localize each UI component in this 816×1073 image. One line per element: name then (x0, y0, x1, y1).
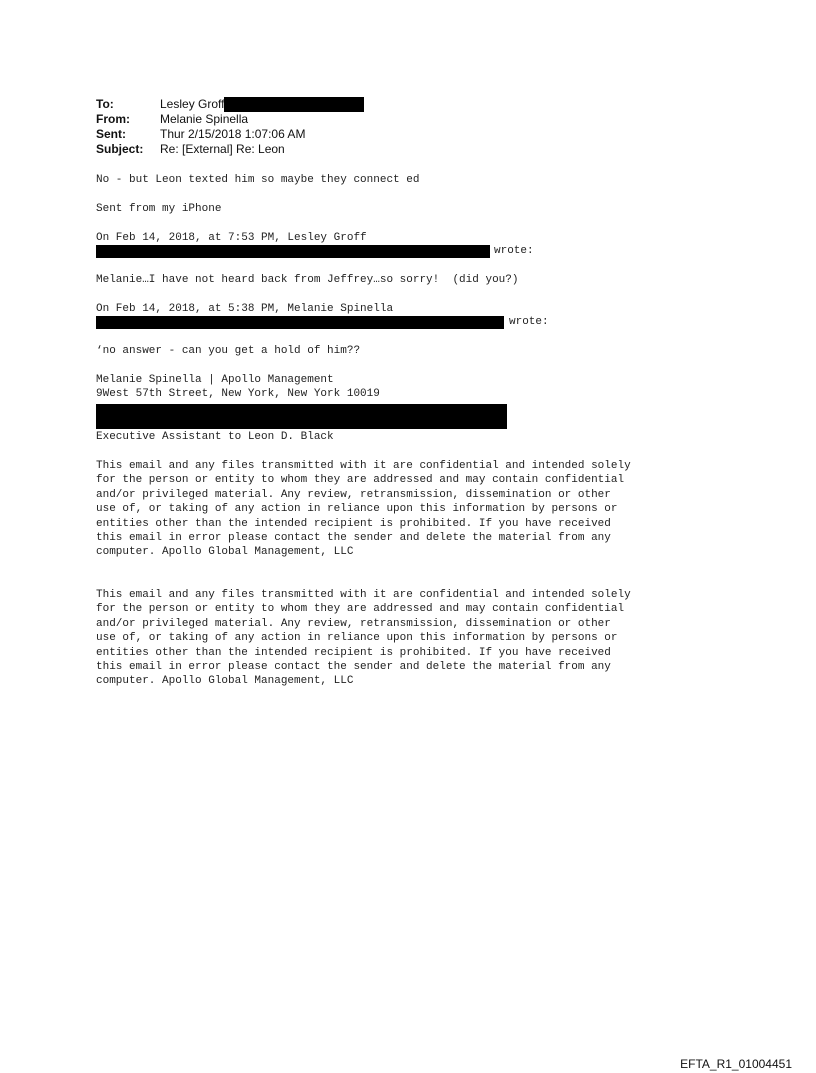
disclaimer-line: computer. Apollo Global Management, LLC (96, 546, 354, 559)
disclaimer-line: for the person or entity to whom they are addressed and may contain confidential (96, 603, 625, 616)
to-value: Lesley Groff (160, 97, 225, 111)
disclaimer-line: entities other than the intended recipient is prohibited. If you have received (96, 646, 611, 659)
subject-row (96, 142, 736, 157)
disclaimer-line: use of, or taking of any action in reliance upon this information by persons or (96, 632, 618, 645)
disclaimer-paragraph (96, 588, 736, 689)
redaction-box (96, 404, 507, 429)
disclaimer-line: entities other than the intended recipient is prohibited. If you have received (96, 517, 611, 530)
redaction-box (224, 97, 364, 112)
disclaimer-paragraph (96, 459, 736, 560)
subject-label: Subject: (96, 142, 144, 156)
redaction-box (96, 245, 490, 258)
signature-address: 9West 57th Street, New York, New York 10019 (96, 388, 380, 400)
quote1-wrote: wrote: (494, 245, 534, 257)
disclaimer-line: this email in error please contact the sender and delete the material from any (96, 661, 611, 674)
disclaimer-line: and/or privileged material. Any review, retransmission, dissemination or other (96, 488, 611, 501)
disclaimer-line: This email and any files transmitted with it are confidential and intended solely (96, 460, 631, 472)
signature-name: Melanie Spinella | Apollo Management (96, 374, 334, 386)
from-value: Melanie Spinella (160, 112, 249, 126)
disclaimer-line: This email and any files transmitted with it are confidential and intended solely (96, 589, 631, 601)
to-row (96, 97, 736, 112)
quote2-wrote: wrote: (509, 316, 549, 328)
quote2-text: ‘no answer - can you get a hold of him?? (96, 345, 361, 357)
sent-value: Thur 2/15/2018 1:07:06 AM (160, 127, 306, 141)
signature-title: Executive Assistant to Leon D. Black (96, 431, 334, 443)
disclaimer-line: and/or privileged material. Any review, retransmission, dissemination or other (96, 617, 611, 630)
redaction-box (96, 316, 504, 329)
reply-text: No - but Leon texted him so maybe they connect ed (96, 174, 420, 186)
from-row (96, 112, 736, 127)
from-label: From: (96, 112, 130, 126)
to-label: To: (96, 97, 114, 111)
document-id: EFTA_R1_01004451 (680, 1057, 792, 1071)
quote1-text: Melanie…I have not heard back from Jeffrey…so sorry! (did you?) (96, 274, 519, 286)
disclaimer-line: this email in error please contact the sender and delete the material from any (96, 532, 611, 545)
sent-row (96, 127, 736, 142)
quote1-header: On Feb 14, 2018, at 7:53 PM, Lesley Groff (96, 232, 367, 244)
disclaimer-line: for the person or entity to whom they are addressed and may contain confidential (96, 474, 625, 487)
disclaimer-line: use of, or taking of any action in reliance upon this information by persons or (96, 503, 618, 516)
sent-from-iphone: Sent from my iPhone (96, 203, 222, 215)
disclaimer-line: computer. Apollo Global Management, LLC (96, 675, 354, 688)
subject-value: Re: [External] Re: Leon (160, 142, 285, 156)
email-header (96, 97, 736, 157)
sent-label: Sent: (96, 127, 126, 141)
quote2-header: On Feb 14, 2018, at 5:38 PM, Melanie Spinella (96, 303, 394, 315)
